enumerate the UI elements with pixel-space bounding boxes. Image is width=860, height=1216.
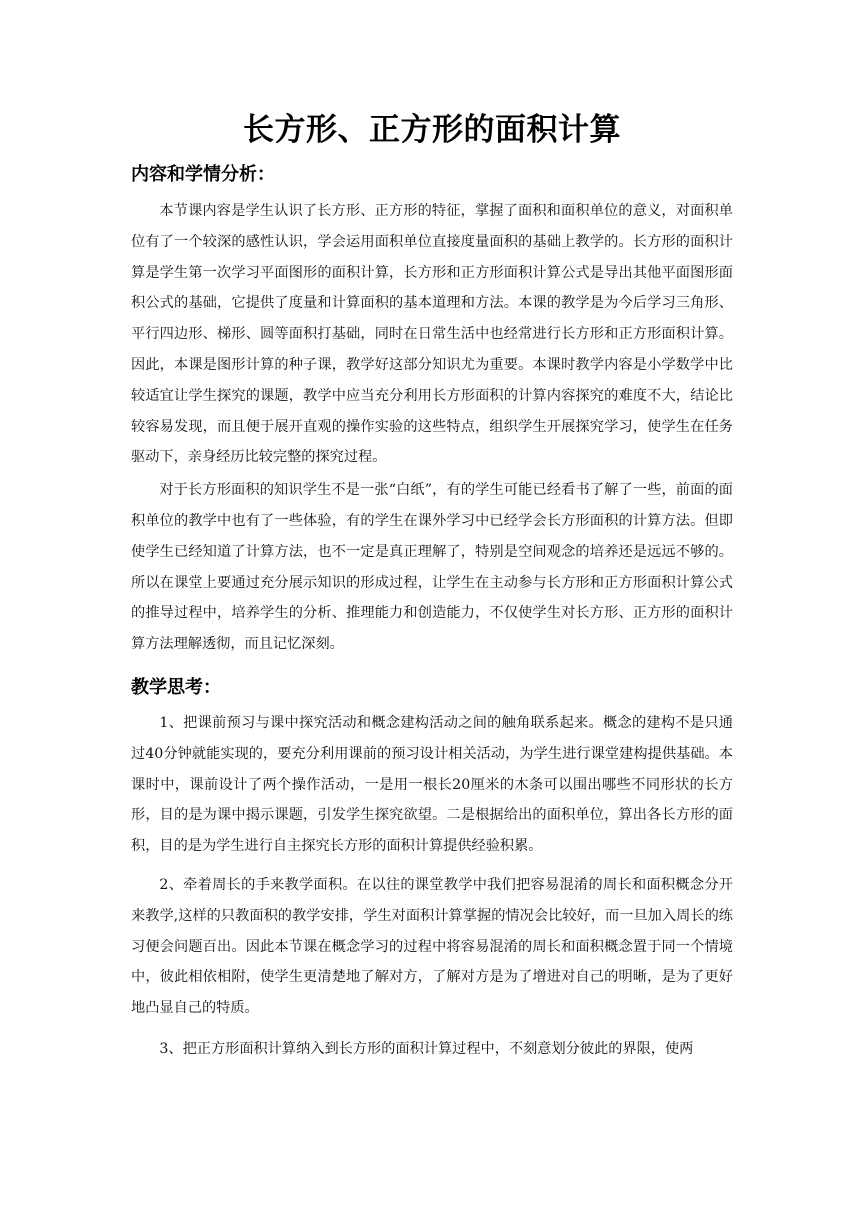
paragraph: 本节课内容是学生认识了长方形、正方形的特征，掌握了面积和面积单位的意义，对面积单位有了一个较深的感性认识，学会运用面积单位直接度量面积的基础上教学的。长方形的面积计算是学生第一次学习平面图形的面积计算，长方形和正方形面积计算公式是导出其他平面图形面积公式的基础，它提供了度量和计算面积的基本道理和方法。本课的教学是为今后学习三角形、平行四边形、梯形、圆等面积打基础，同时在日常生活中也经常进行长方形和正方形面积计算。因此，本课是图形计算的种子课，教学好这部分知识尤为重要。本课时教学内容是小学数学中比较适宜让学生探究的课题，教学中应当充分利用长方形面积的计算内容探究的难度不大，结论比较容易发现，而且便于展开直观的操作实验的这些特点，组织学生开展探究学习，使学生在任务驱动下，亲身经历比较完整的探究过程。: [131, 203, 733, 466]
document-title: 长方形、正方形的面积计算: [243, 112, 621, 148]
paragraph: 2、牵着周长的手来教学面积。在以往的课堂教学中我们把容易混淆的周长和面积概念分开来教学,这样的只教面积的教学安排，学生对面积计算掌握的情况会比较好，而一旦加入周长的练习便会问题百出。因此本节课在概念学习的过程中将容易混淆的周长和面积概念置于同一个情境中，彼此相依相附，使学生更清楚地了解对方，了解对方是为了增进对自己的明晰，是为了更好地凸显自己的特质。: [131, 876, 733, 1017]
document-page: [131, 102, 733, 1065]
paragraph: 3、把正方形面积计算纳入到长方形的面积计算过程中，不刻意划分彼此的界限，使两: [159, 1040, 694, 1057]
paragraph: 1、把课前预习与课中探究活动和概念建构活动之间的触角联系起来。概念的建构不是只通过40分钟就能实现的，要充分利用课前的预习设计相关活动，为学生进行课堂建构提供基础。本课时中，课前设计了两个操作活动，一是用一根长20厘米的木条可以围出哪些不同形状的长方形，目的是为课中揭示课题，引发学生探究欲望。二是根据给出的面积单位，算出各长方形的面积，目的是为学生进行自主探究长方形的面积计算提供经验积累。: [131, 714, 733, 855]
section-heading-content-analysis: 内容和学情分析：: [131, 164, 275, 185]
paragraph: 对于长方形面积的知识学生不是一张“白纸”，有的学生可能已经看书了解了一些，前面的面积单位的教学中也有了一些体验，有的学生在课外学习中已经学会长方形面积的计算方法。但即使学生已经知道了计算方法，也不一定是真正理解了，特别是空间观念的培养还是远远不够的。所以在课堂上要通过充分展示知识的形成过程，让学生在主动参与长方形和正方形面积计算公式的推导过程中，培养学生的分析、推理能力和创造能力，不仅使学生对长方形、正方形的面积计算方法理解透彻，而且记忆深刻。: [131, 482, 733, 653]
section-heading-teaching-reflection: 教学思考：: [131, 676, 221, 698]
